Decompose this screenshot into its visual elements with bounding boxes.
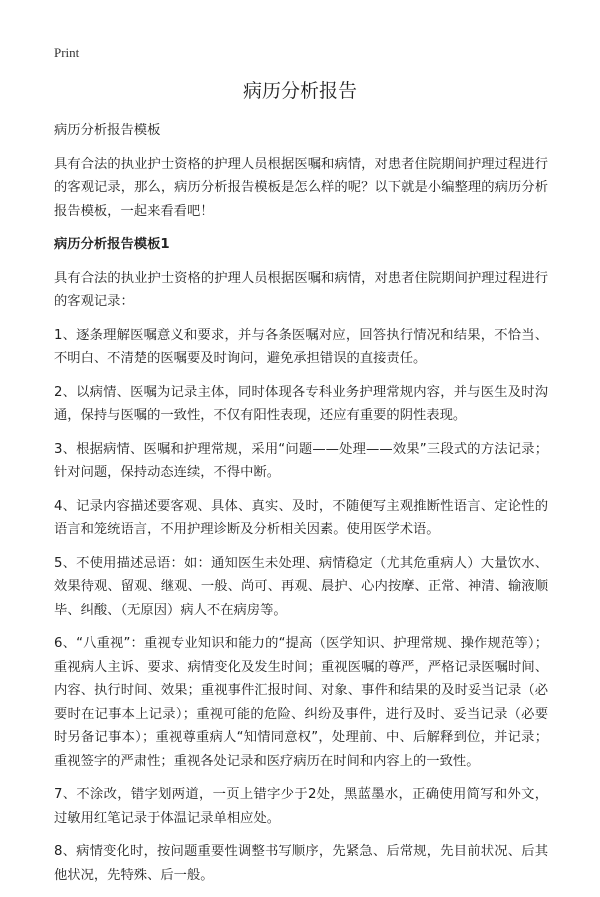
intro-paragraph: 具有合法的执业护士资格的护理人员根据医嘱和病情，对患者住院期间护理过程进行的客观记录，那么，病历分析报告模板是怎么样的呢？以下就是小编整理的病历分析报告模板，一起来看看吧！: [54, 156, 548, 219]
list-item: 3、根据病情、医嘱和护理常规，采用“问题——处理——效果”三段式的方法记录；针对问题，保持动态连续，不得中断。: [54, 441, 548, 480]
list-item: 2、以病情、医嘱为记录主体，同时体现各专科业务护理常规内容，并与医生及时沟通，保持与医嘱的一致性，不仅有阳性表现，还应有重要的阴性表现。: [54, 384, 548, 423]
list-item: 7、不涂改，错字划两道，一页上错字少于2处，黑蓝墨水，正确使用简写和外文，过敏用红笔记录于体温记录单相应处。: [54, 787, 548, 826]
section-heading: 病历分析报告模板1: [54, 237, 170, 252]
list-item: 8、病情变化时，按问题重要性调整书写顺序，先紧急、后常规，先目前状况、后其他状况，先特殊、后一般。: [54, 844, 548, 883]
list-item: 4、记录内容描述要客观、具体、真实、及时，不随便写主观推断性语言、定论性的语言和笼统语言，不用护理诊断及分析相关因素。使用医学术语。: [54, 498, 548, 537]
list-item: 1、逐条理解医嘱意义和要求，并与各条医嘱对应，回答执行情况和结果，不恰当、不明白、不清楚的医嘱要及时询问，避免承担错误的直接责任。: [54, 327, 548, 366]
print-link[interactable]: Print: [54, 45, 80, 60]
page-title: 病历分析报告: [242, 80, 357, 102]
document-body: [54, 119, 548, 897]
template-label: 病历分析报告模板: [54, 123, 161, 138]
list-item: 6、“八重视”：重视专业知识和能力的“提高（医学知识、护理常规、操作规范等）；重视病人主诉、要求、病情变化及发生时间；重视医嘱的尊严，严格记录医嘱时间、内容、执行时间、效果；重视事件汇报时间、对象、事件和结果的及时妥当记录（必要时在记事本上记录）；重视可能的危险、纠纷及事件，进行及时、妥当记录（必要时另备记事本）；重视尊重病人“知情同意权”，处理前、中、后解释到位，并记录；重视签字的严肃性；重视各处记录和医疗病历在时间和内容上的一致性。: [54, 636, 548, 769]
section-intro-paragraph: 具有合法的执业护士资格的护理人员根据医嘱和病情，对患者住院期间护理过程进行的客观记录：: [54, 270, 548, 309]
list-item: 5、不使用描述忌语：如：通知医生未处理、病情稳定（尤其危重病人）大量饮水、效果待观、留观、继观、一般、尚可、再观、晨护、心内按摩、正常、神清、输液顺毕、纠酸、（无原因）病人不在病房等。: [54, 555, 548, 618]
